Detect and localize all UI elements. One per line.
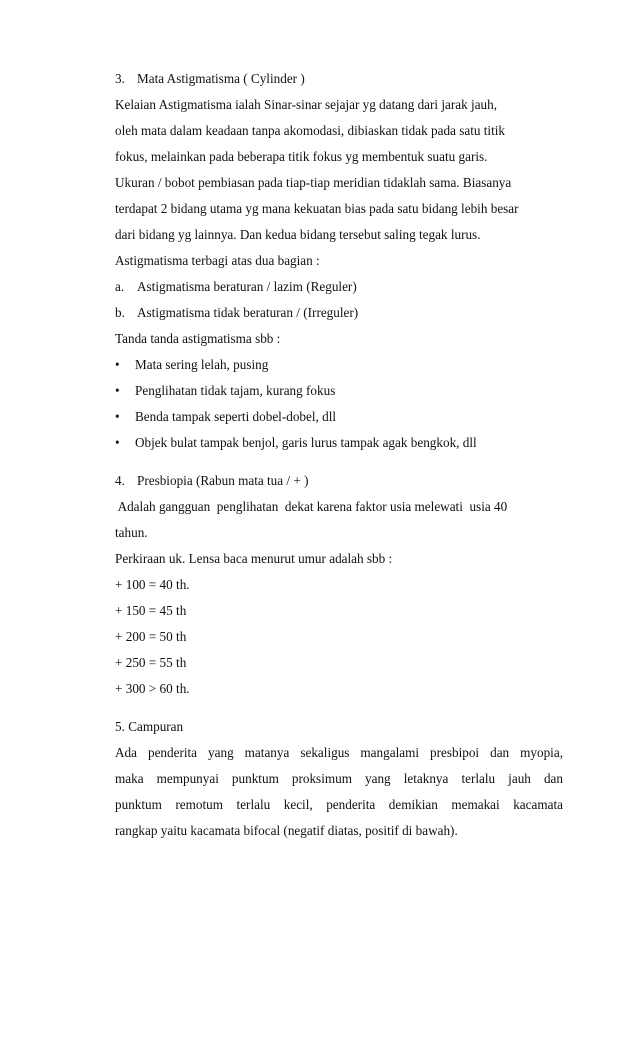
list-item-text: Astigmatisma tidak beraturan / (Irreguler) bbox=[137, 305, 359, 320]
list-item bbox=[115, 274, 563, 300]
list-item-text: Penglihatan tidak tajam, kurang fokus bbox=[135, 383, 336, 398]
section5-para-line: punktum remotum terlalu kecil, penderita demikian memakai kacamata bbox=[115, 797, 563, 812]
lens-table-row: + 200 = 50 th bbox=[115, 629, 187, 644]
lens-table-row: + 150 = 45 th bbox=[115, 603, 187, 618]
lens-table-row: + 100 = 40 th. bbox=[115, 577, 190, 592]
section4-title: Presbiopia (Rabun mata tua / + ) bbox=[137, 473, 309, 488]
section4-number: 4. bbox=[115, 473, 125, 488]
section-spacer bbox=[115, 702, 563, 714]
section4-para-line: Adalah gangguan penglihatan dekat karena faktor usia melewati usia 40 bbox=[115, 499, 508, 514]
lens-table-row: + 250 = 55 th bbox=[115, 655, 187, 670]
section3-para-line: dari bidang yg lainnya. Dan kedua bidang tersebut saling tegak lurus. bbox=[115, 227, 481, 242]
section3-number: 3. bbox=[115, 71, 125, 86]
list-marker: b. bbox=[115, 305, 125, 320]
lens-table-row: + 300 > 60 th. bbox=[115, 681, 190, 696]
bullet-icon: • bbox=[115, 383, 120, 398]
list-item bbox=[115, 352, 563, 378]
bullet-icon: • bbox=[115, 435, 120, 450]
list-item bbox=[115, 378, 563, 404]
list-item-text: Astigmatisma beraturan / lazim (Reguler) bbox=[137, 279, 357, 294]
section-spacer bbox=[115, 456, 563, 468]
section4-para-line: tahun. bbox=[115, 525, 148, 540]
list-item-text: Benda tampak seperti dobel-dobel, dll bbox=[135, 409, 337, 424]
astigmatism-types-intro: Astigmatisma terbagi atas dua bagian : bbox=[115, 253, 320, 268]
list-marker: a. bbox=[115, 279, 125, 294]
section4-heading bbox=[115, 468, 563, 494]
document-page bbox=[115, 66, 563, 844]
astigmatism-signs-intro: Tanda tanda astigmatisma sbb : bbox=[115, 331, 281, 346]
section3-para-line: fokus, melainkan pada beberapa titik fokus yg membentuk suatu garis. bbox=[115, 149, 488, 164]
bullet-icon: • bbox=[115, 357, 120, 372]
section3-para-line: Ukuran / bobot pembiasan pada tiap-tiap meridian tidaklah sama. Biasanya bbox=[115, 175, 512, 190]
list-item bbox=[115, 300, 563, 326]
list-item-text: Mata sering lelah, pusing bbox=[135, 357, 269, 372]
section3-para-line: Kelaian Astigmatisma ialah Sinar-sinar sejajar yg datang dari jarak jauh, bbox=[115, 97, 498, 112]
section5-heading: 5. Campuran bbox=[115, 719, 184, 734]
list-item-text: Objek bulat tampak benjol, garis lurus tampak agak bengkok, dll bbox=[135, 435, 477, 450]
section3-para-line: terdapat 2 bidang utama yg mana kekuatan bias pada satu bidang lebih besar bbox=[115, 201, 519, 216]
list-item bbox=[115, 430, 563, 456]
section5-para-line: rangkap yaitu kacamata bifocal (negatif diatas, positif di bawah). bbox=[115, 823, 458, 838]
section3-heading bbox=[115, 66, 563, 92]
bullet-icon: • bbox=[115, 409, 120, 424]
section3-para-line: oleh mata dalam keadaan tanpa akomodasi, dibiaskan tidak pada satu titik bbox=[115, 123, 506, 138]
lens-table-intro: Perkiraan uk. Lensa baca menurut umur adalah sbb : bbox=[115, 551, 393, 566]
section5-para-line: maka mempunyai punktum proksimum yang letaknya terlalu jauh dan bbox=[115, 771, 563, 786]
section3-title: Mata Astigmatisma ( Cylinder ) bbox=[137, 71, 305, 86]
section5-para-line: Ada penderita yang matanya sekaligus mangalami presbipoi dan myopia, bbox=[115, 745, 563, 760]
list-item bbox=[115, 404, 563, 430]
